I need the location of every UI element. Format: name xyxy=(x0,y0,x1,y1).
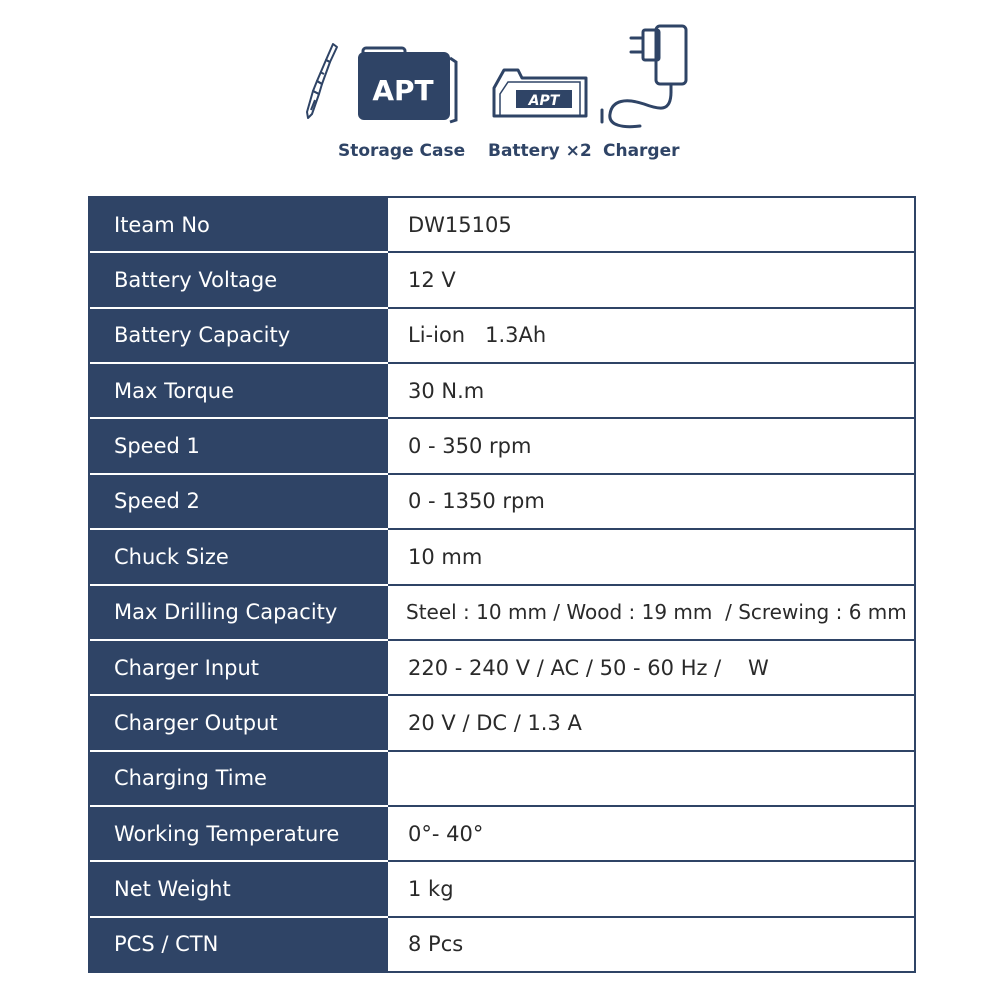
spec-value: 1 kg xyxy=(408,876,454,901)
case-logo-text: APT xyxy=(372,74,434,107)
spec-row-max-drilling-capacity xyxy=(90,586,914,641)
spec-label: PCS / CTN xyxy=(90,918,388,971)
charger-icon xyxy=(600,22,696,134)
spec-row-speed-2 xyxy=(90,475,914,530)
spec-label: Speed 2 xyxy=(90,475,388,530)
accessories-strip xyxy=(0,0,999,180)
battery-logo-text: APT xyxy=(528,93,560,109)
spec-row-charger-input xyxy=(90,641,914,696)
spec-label: Chuck Size xyxy=(90,530,388,585)
spec-row-charging-time xyxy=(90,752,914,807)
screwdriver-bit-icon xyxy=(300,40,342,122)
spec-table xyxy=(88,196,916,973)
spec-value: DW15105 xyxy=(408,212,512,237)
battery-label: Battery ×2 xyxy=(488,141,592,161)
spec-label: Battery Voltage xyxy=(90,253,388,308)
spec-row-item-no xyxy=(90,198,914,253)
spec-label: Battery Capacity xyxy=(90,309,388,364)
charger-label: Charger xyxy=(603,141,680,161)
spec-row-working-temperature xyxy=(90,807,914,862)
spec-label: Charging Time xyxy=(90,752,388,807)
spec-value: 10 mm xyxy=(408,544,483,569)
spec-row-chuck-size xyxy=(90,530,914,585)
spec-label: Working Temperature xyxy=(90,807,388,862)
spec-row-max-torque xyxy=(90,364,914,419)
spec-value: 12 V xyxy=(408,268,456,293)
spec-value xyxy=(388,752,914,805)
spec-label: Speed 1 xyxy=(90,419,388,474)
spec-value: Steel : 10 mm / Wood : 19 mm / Screwing : 6 mm xyxy=(406,600,907,625)
spec-row-pcs-ctn xyxy=(90,918,914,971)
spec-row-net-weight xyxy=(90,862,914,917)
spec-label: Max Drilling Capacity xyxy=(90,586,388,641)
storage-case-label: Storage Case xyxy=(338,141,466,161)
storage-case-icon xyxy=(355,44,461,126)
spec-label: Net Weight xyxy=(90,862,388,917)
spec-label: Charger Input xyxy=(90,641,388,696)
spec-value: 30 N.m xyxy=(408,378,485,403)
spec-label: Iteam No xyxy=(90,198,388,253)
spec-row-battery-capacity xyxy=(90,309,914,364)
spec-row-speed-1 xyxy=(90,419,914,474)
spec-value: 0 - 350 rpm xyxy=(408,434,532,459)
spec-value: 20 V / DC / 1.3 A xyxy=(408,710,582,735)
spec-row-charger-output xyxy=(90,696,914,751)
spec-label: Charger Output xyxy=(90,696,388,751)
spec-value: 0 - 1350 rpm xyxy=(408,489,545,514)
spec-label: Max Torque xyxy=(90,364,388,419)
spec-value: Li-ion 1.3Ah xyxy=(408,323,547,348)
spec-value: 8 Pcs xyxy=(408,932,464,957)
spec-row-battery-voltage xyxy=(90,253,914,308)
battery-icon xyxy=(490,64,594,122)
spec-value: 220 - 240 V / AC / 50 - 60 Hz / W xyxy=(408,655,769,680)
spec-value: 0°- 40° xyxy=(408,821,484,846)
